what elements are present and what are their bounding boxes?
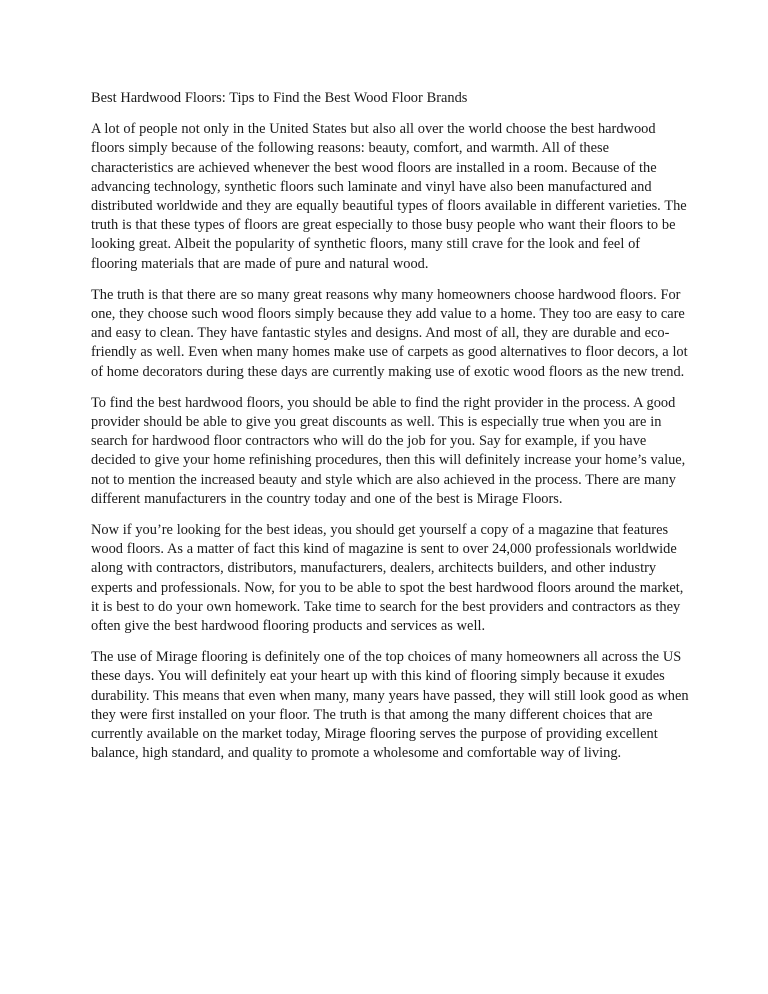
- paragraph-5: The use of Mirage flooring is definitely one of the top choices of many homeowners all across the US these days. You will definitely eat your heart up with this kind of flooring simply because it exudes durability. This means that even when many, many years have passed, they will still look good as when they were first installed on your floor. The truth is that among the many different choices that are currently available on the market today, Mirage flooring serves the purpose of providing excellent balance, high standard, and quality to promote a wholesome and comfortable way of living.: [91, 649, 689, 762]
- paragraph-3: To find the best hardwood floors, you should be able to find the right provider in the process. A good provider should be able to give you great discounts as well. This is especially true when you are in search for hardwood floor contractors who will do the job for you. Say for example, if you have decided to give your home refinishing procedures, then this will definitely increase your home’s value, not to mention the increased beauty and style which are also achieved in the process. There are many different manufacturers in the country today and one of the best is Mirage Floors.: [91, 394, 686, 507]
- document-body: [91, 89, 689, 776]
- paragraph-2: The truth is that there are so many great reasons why many homeowners choose hardwood floors. For one, they choose such wood floors simply because they add value to a home. They too are easy to care and easy to clean. They have fantastic styles and designs. And most of all, they are durable and eco-friendly as well. Even when many homes make use of carpets as good alternatives to floor decors, a lot of home decorators during these days are currently making use of exotic wood floors as the new trend.: [91, 286, 688, 380]
- paragraph-1: A lot of people not only in the United States but also all over the world choose the best hardwood floors simply because of the following reasons: beauty, comfort, and warmth. All of these characteristics are achieved whenever the best wood floors are installed in a room. Because of the advancing technology, synthetic floors such laminate and vinyl have also been manufactured and distributed worldwide and they are equally beautiful types of floors available in different varieties. The truth is that these types of floors are great especially to those busy people who want their floors to be looking great. Albeit the popularity of synthetic floors, many still crave for the look and feel of flooring materials that are made of pure and natural wood.: [91, 121, 687, 272]
- document-title: Best Hardwood Floors: Tips to Find the Best Wood Floor Brands: [91, 90, 468, 106]
- paragraph-4: Now if you’re looking for the best ideas, you should get yourself a copy of a magazine that features wood floors. As a matter of fact this kind of magazine is sent to over 24,000 professionals worldwide along with contractors, distributors, manufacturers, dealers, architects builders, and other industry experts and professionals. Now, for you to be able to spot the best hardwood floors around the market, it is best to do your own homework. Take time to search for the best providers and contractors as they often give the best hardwood flooring products and services as well.: [91, 522, 684, 635]
